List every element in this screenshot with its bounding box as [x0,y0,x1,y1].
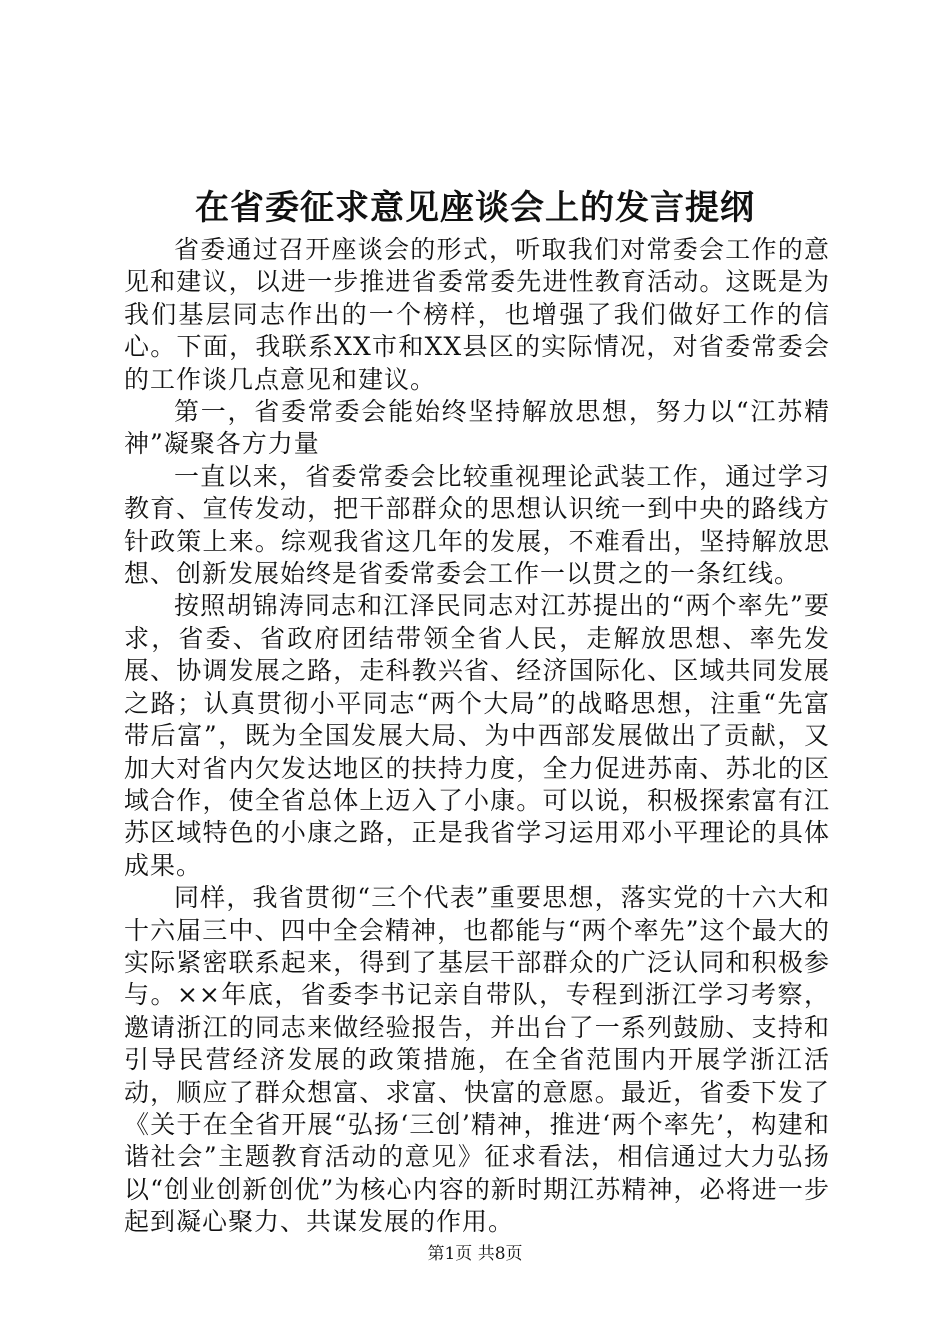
paragraph-heading-first: 第一，省委常委会能始终坚持解放思想，努力以“江苏精神”凝聚各方力量 [124,397,830,459]
document-body [124,234,830,1239]
paragraph-three-represents: 同样，我省贯彻“三个代表”重要思想，落实党的十六大和十六届三中、四中全会精神，也都能与“两个率先”这个最大的实际紧密联系起来，得到了基层干部群众的广泛认同和积极参与。××年底，省委李书记亲自带队，专程到浙江学习考察，邀请浙江的同志来做经验报告，并出台了一系列鼓励、支持和引导民营经济发展的政策措施，在全省范围内开展学浙江活动，顺应了群众想富、求富、快富的意愿。最近，省委下发了《关于在全省开展“弘扬‘三创’精神，推进‘两个率先’，构建和谐社会”主题教育活动的意见》征求看法，相信通过大力弘扬以“创业创新创优”为核心内容的新时期江苏精神，必将进一步起到凝心聚力、共谋发展的作用。 [124,883,830,1237]
paragraph-intro: 省委通过召开座谈会的形式，听取我们对常委会工作的意见和建议，以进一步推进省委常委先进性教育活动。这既是为我们基层同志作出的一个榜样，也增强了我们做好工作的信心。下面，我联系XX市和XX县区的实际情况，对省委常委会的工作谈几点意见和建议。 [124,235,830,394]
document-title: 在省委征求意见座谈会上的发言提纲 [195,188,755,228]
page-footer: 第1页 共8页 [427,1244,523,1264]
paragraph-two-firsts: 按照胡锦涛同志和江泽民同志对江苏提出的“两个率先”要求，省委、省政府团结带领全省人民，走解放思想、率先发展、协调发展之路，走科教兴省、经济国际化、区域共同发展之路；认真贯彻小平同志“两个大局”的战略思想，注重“先富带后富”，既为全国发展大局、为中西部发展做出了贡献，又加大对省内欠发达地区的扶持力度，全力促进苏南、苏北的区域合作，使全省总体上迈入了小康。可以说，积极探索富有江苏区域特色的小康之路，正是我省学习运用邓小平理论的具体成果。 [124,591,830,880]
paragraph-theory: 一直以来，省委常委会比较重视理论武装工作，通过学习教育、宣传发动，把干部群众的思想认识统一到中央的路线方针政策上来。综观我省这几年的发展，不难看出，坚持解放思想、创新发展始终是省委常委会工作一以贯之的一条红线。 [124,461,830,589]
